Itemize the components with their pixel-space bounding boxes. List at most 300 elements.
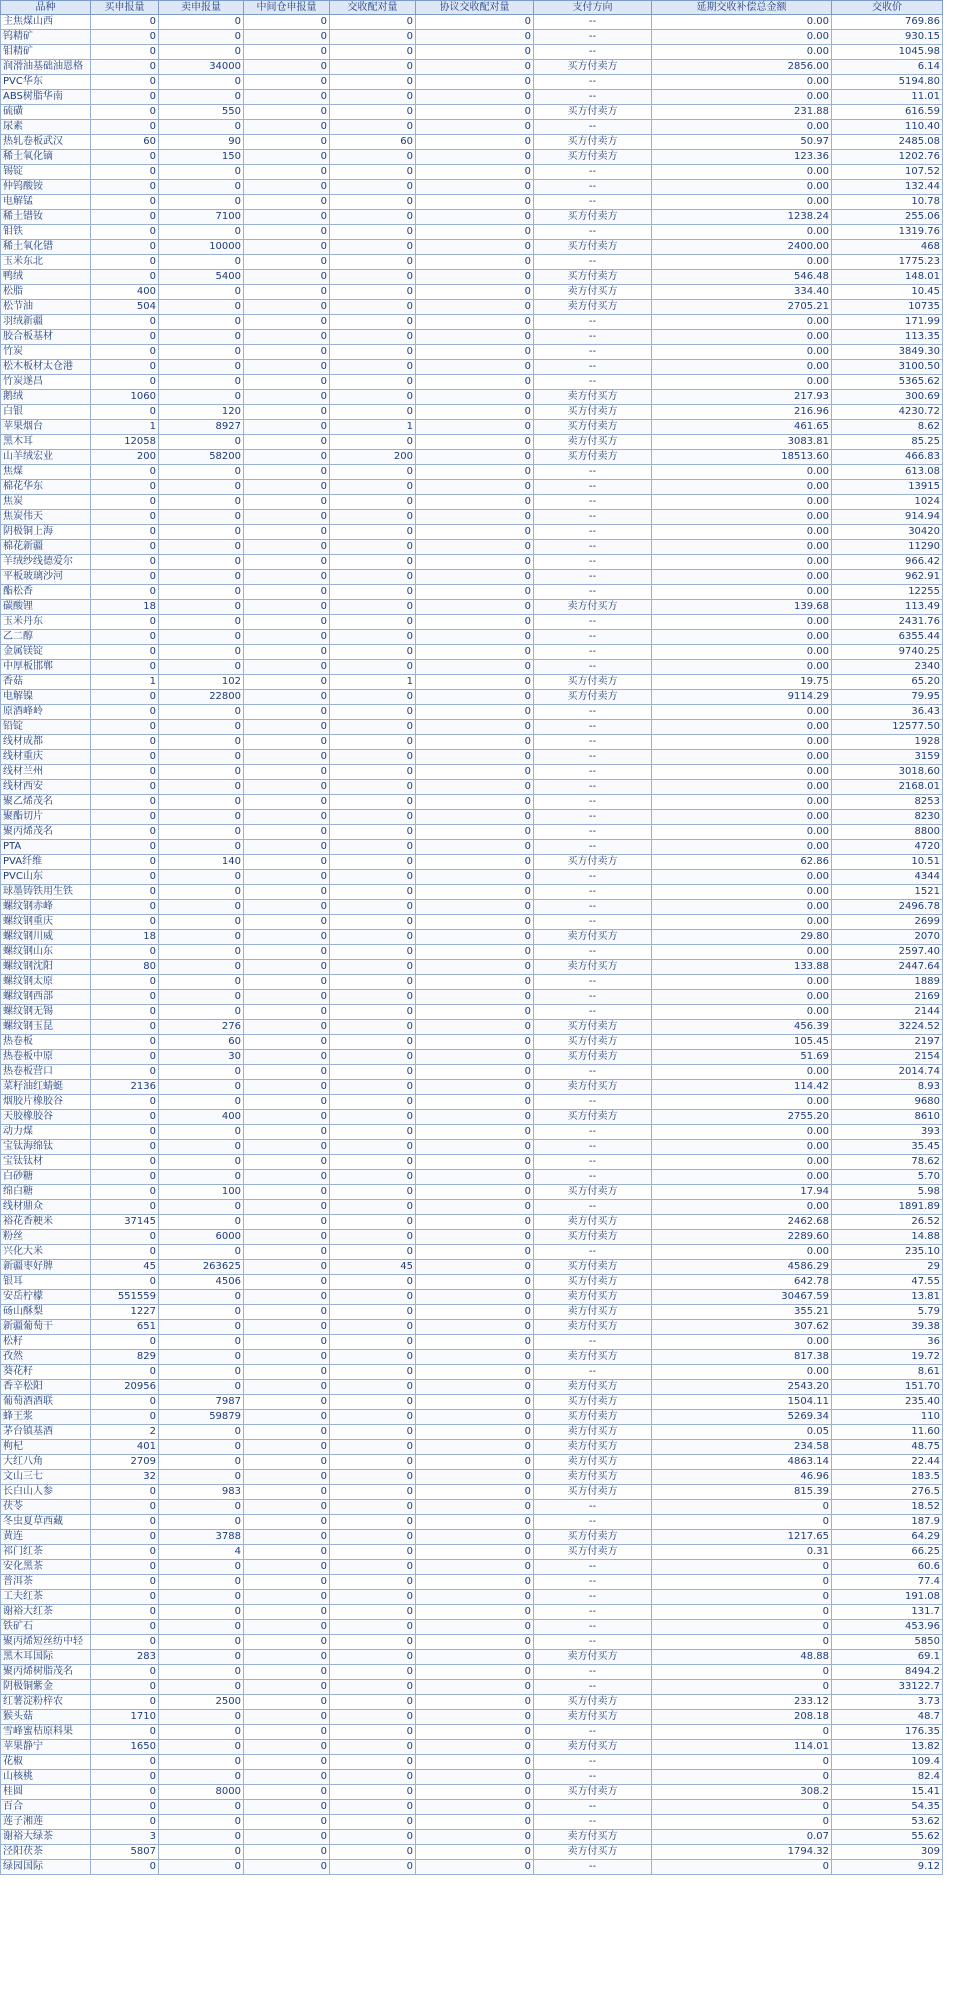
sell-declared-cell: 0	[159, 1650, 244, 1665]
settlement-price-cell: 11.01	[832, 90, 943, 105]
agreement-matched-cell: 0	[416, 1065, 534, 1080]
variety-cell: 新疆葡萄干	[1, 1320, 91, 1335]
buy-declared-cell: 0	[91, 1680, 159, 1695]
sell-declared-cell: 0	[159, 930, 244, 945]
variety-cell: 安岳柠檬	[1, 1290, 91, 1305]
deferred-compensation-cell: 308.2	[652, 1785, 832, 1800]
sell-declared-cell: 0	[159, 1335, 244, 1350]
delivery-matched-cell: 0	[330, 525, 416, 540]
middle-warehouse-cell: 0	[244, 1320, 330, 1335]
table-row	[1, 465, 943, 480]
payment-direction-cell: --	[534, 630, 652, 645]
table-row	[1, 1830, 943, 1845]
sell-declared-cell: 0	[159, 1140, 244, 1155]
delivery-matched-cell: 0	[330, 1200, 416, 1215]
agreement-matched-cell: 0	[416, 1620, 534, 1635]
settlement-price-cell: 60.6	[832, 1560, 943, 1575]
sell-declared-cell: 0	[159, 1005, 244, 1020]
settlement-price-cell: 54.35	[832, 1800, 943, 1815]
deferred-compensation-cell: 114.01	[652, 1740, 832, 1755]
middle-warehouse-cell: 0	[244, 285, 330, 300]
variety-cell: 桂圆	[1, 1785, 91, 1800]
delivery-matched-cell: 0	[330, 1560, 416, 1575]
middle-warehouse-cell: 0	[244, 420, 330, 435]
middle-warehouse-cell: 0	[244, 1500, 330, 1515]
buy-declared-cell: 0	[91, 90, 159, 105]
payment-direction-cell: --	[534, 540, 652, 555]
payment-direction-cell: --	[534, 945, 652, 960]
settlement-price-cell: 1521	[832, 885, 943, 900]
buy-declared-cell: 0	[91, 825, 159, 840]
delivery-matched-cell: 0	[330, 855, 416, 870]
table-row	[1, 900, 943, 915]
payment-direction-cell: 买方付卖方	[534, 1260, 652, 1275]
sell-declared-cell: 7100	[159, 210, 244, 225]
buy-declared-cell: 80	[91, 960, 159, 975]
deferred-compensation-cell: 0	[652, 1665, 832, 1680]
delivery-matched-cell: 0	[330, 1275, 416, 1290]
payment-direction-cell: --	[534, 15, 652, 30]
agreement-matched-cell: 0	[416, 975, 534, 990]
sell-declared-cell: 34000	[159, 60, 244, 75]
middle-warehouse-cell: 0	[244, 1230, 330, 1245]
variety-cell: 酯松香	[1, 585, 91, 600]
payment-direction-cell: --	[534, 195, 652, 210]
delivery-matched-cell: 0	[330, 1185, 416, 1200]
agreement-matched-cell: 0	[416, 1215, 534, 1230]
settlement-price-cell: 3018.60	[832, 765, 943, 780]
agreement-matched-cell: 0	[416, 240, 534, 255]
buy-declared-cell: 0	[91, 1530, 159, 1545]
agreement-matched-cell: 0	[416, 1455, 534, 1470]
buy-declared-cell: 0	[91, 1485, 159, 1500]
agreement-matched-cell: 0	[416, 1680, 534, 1695]
buy-declared-cell: 0	[91, 1095, 159, 1110]
sell-declared-cell: 4506	[159, 1275, 244, 1290]
variety-cell: 雪峰蜜桔原料果	[1, 1725, 91, 1740]
sell-declared-cell: 120	[159, 405, 244, 420]
agreement-matched-cell: 0	[416, 510, 534, 525]
payment-direction-cell: 卖方付买方	[534, 930, 652, 945]
payment-direction-cell: --	[534, 1515, 652, 1530]
buy-declared-cell: 0	[91, 585, 159, 600]
middle-warehouse-cell: 0	[244, 600, 330, 615]
table-row	[1, 480, 943, 495]
agreement-matched-cell: 0	[416, 135, 534, 150]
settlement-price-cell: 2447.64	[832, 960, 943, 975]
buy-declared-cell: 2709	[91, 1455, 159, 1470]
sell-declared-cell: 0	[159, 480, 244, 495]
table-row	[1, 1740, 943, 1755]
delivery-matched-cell: 0	[330, 750, 416, 765]
deferred-compensation-cell: 0.00	[652, 1065, 832, 1080]
agreement-matched-cell: 0	[416, 75, 534, 90]
sell-declared-cell: 150	[159, 150, 244, 165]
middle-warehouse-cell: 0	[244, 1605, 330, 1620]
table-row	[1, 585, 943, 600]
middle-warehouse-cell: 0	[244, 885, 330, 900]
buy-declared-cell: 0	[91, 270, 159, 285]
buy-declared-cell: 0	[91, 1395, 159, 1410]
settlement-price-cell: 8.61	[832, 1365, 943, 1380]
variety-cell: 莲子湘莲	[1, 1815, 91, 1830]
middle-warehouse-cell: 0	[244, 630, 330, 645]
table-row	[1, 930, 943, 945]
table-row	[1, 1845, 943, 1860]
deferred-compensation-cell: 0.00	[652, 900, 832, 915]
agreement-matched-cell: 0	[416, 1305, 534, 1320]
delivery-matched-cell: 0	[330, 225, 416, 240]
deferred-compensation-cell: 0.00	[652, 525, 832, 540]
buy-declared-header: 买申报量	[91, 1, 159, 15]
variety-cell: ABS树脂华南	[1, 90, 91, 105]
middle-warehouse-cell: 0	[244, 825, 330, 840]
payment-direction-cell: 卖方付买方	[534, 300, 652, 315]
sell-declared-cell: 0	[159, 1215, 244, 1230]
settlement-price-cell: 2496.78	[832, 900, 943, 915]
variety-cell: 线材鼎众	[1, 1200, 91, 1215]
delivery-matched-cell: 0	[330, 885, 416, 900]
sell-declared-cell: 0	[159, 1800, 244, 1815]
payment-direction-cell: --	[534, 570, 652, 585]
agreement-matched-cell: 0	[416, 180, 534, 195]
agreement-matched-cell: 0	[416, 1695, 534, 1710]
buy-declared-cell: 0	[91, 240, 159, 255]
table-row	[1, 165, 943, 180]
sell-declared-cell: 0	[159, 1620, 244, 1635]
buy-declared-cell: 0	[91, 840, 159, 855]
delivery-matched-cell: 0	[330, 1215, 416, 1230]
agreement-matched-cell: 0	[416, 360, 534, 375]
table-row	[1, 615, 943, 630]
delivery-matched-cell: 0	[330, 645, 416, 660]
variety-cell: 红薯淀粉梓农	[1, 1695, 91, 1710]
table-row	[1, 1200, 943, 1215]
settlement-price-cell: 30420	[832, 525, 943, 540]
middle-warehouse-cell: 0	[244, 300, 330, 315]
settlement-price-cell: 8.62	[832, 420, 943, 435]
buy-declared-cell: 0	[91, 45, 159, 60]
middle-warehouse-header: 中间仓申报量	[244, 1, 330, 15]
payment-direction-cell: --	[534, 915, 652, 930]
payment-direction-cell: 买方付卖方	[534, 1110, 652, 1125]
deferred-compensation-cell: 139.68	[652, 600, 832, 615]
settlement-price-cell: 183.5	[832, 1470, 943, 1485]
settlement-price-cell: 2485.08	[832, 135, 943, 150]
buy-declared-cell: 20956	[91, 1380, 159, 1395]
buy-declared-cell: 0	[91, 1245, 159, 1260]
table-row	[1, 1680, 943, 1695]
middle-warehouse-cell: 0	[244, 675, 330, 690]
variety-cell: 竹炭遂昌	[1, 375, 91, 390]
buy-declared-cell: 0	[91, 1605, 159, 1620]
sell-declared-cell: 550	[159, 105, 244, 120]
payment-direction-cell: --	[534, 375, 652, 390]
sell-declared-cell: 263625	[159, 1260, 244, 1275]
agreement-matched-cell: 0	[416, 990, 534, 1005]
buy-declared-cell: 0	[91, 1035, 159, 1050]
sell-declared-cell: 0	[159, 945, 244, 960]
settlement-price-cell: 109.4	[832, 1755, 943, 1770]
deferred-compensation-cell: 51.69	[652, 1050, 832, 1065]
payment-direction-cell: --	[534, 645, 652, 660]
deferred-compensation-cell: 0.00	[652, 945, 832, 960]
deferred-compensation-cell: 0.00	[652, 45, 832, 60]
delivery-matched-cell: 200	[330, 450, 416, 465]
table-row	[1, 750, 943, 765]
deferred-compensation-cell: 461.65	[652, 420, 832, 435]
buy-declared-cell: 0	[91, 165, 159, 180]
settlement-price-cell: 3100.50	[832, 360, 943, 375]
payment-direction-cell: --	[534, 1860, 652, 1875]
agreement-matched-cell: 0	[416, 1560, 534, 1575]
payment-direction-cell: --	[534, 510, 652, 525]
variety-cell: 茅台镇基酒	[1, 1425, 91, 1440]
agreement-matched-cell: 0	[416, 720, 534, 735]
sell-declared-cell: 0	[159, 1125, 244, 1140]
buy-declared-cell: 0	[91, 60, 159, 75]
payment-direction-cell: 买方付卖方	[534, 450, 652, 465]
agreement-matched-cell: 0	[416, 1725, 534, 1740]
variety-cell: 热卷板营口	[1, 1065, 91, 1080]
sell-declared-cell: 0	[159, 765, 244, 780]
table-row	[1, 600, 943, 615]
deferred-compensation-cell: 0.00	[652, 1335, 832, 1350]
payment-direction-cell: 卖方付买方	[534, 1305, 652, 1320]
deferred-compensation-cell: 0.00	[652, 225, 832, 240]
table-row	[1, 1095, 943, 1110]
sell-declared-cell: 0	[159, 255, 244, 270]
variety-cell: 中厚板邯郸	[1, 660, 91, 675]
payment-direction-cell: --	[534, 1200, 652, 1215]
sell-declared-cell: 100	[159, 1185, 244, 1200]
middle-warehouse-cell: 0	[244, 1410, 330, 1425]
sell-declared-cell: 0	[159, 1095, 244, 1110]
table-row	[1, 1620, 943, 1635]
payment-direction-cell: 买方付卖方	[534, 1410, 652, 1425]
payment-direction-cell: 买方付卖方	[534, 210, 652, 225]
middle-warehouse-cell: 0	[244, 930, 330, 945]
agreement-matched-cell: 0	[416, 810, 534, 825]
agreement-matched-cell: 0	[416, 1770, 534, 1785]
buy-declared-cell: 0	[91, 1860, 159, 1875]
buy-declared-cell: 5807	[91, 1845, 159, 1860]
deferred-compensation-cell: 0.00	[652, 570, 832, 585]
buy-declared-cell: 0	[91, 1620, 159, 1635]
delivery-matched-cell: 0	[330, 1050, 416, 1065]
buy-declared-cell: 0	[91, 1140, 159, 1155]
payment-direction-cell: --	[534, 45, 652, 60]
variety-cell: 稀土氧化镨	[1, 240, 91, 255]
table-row	[1, 540, 943, 555]
settlement-price-cell: 187.9	[832, 1515, 943, 1530]
middle-warehouse-cell: 0	[244, 1395, 330, 1410]
payment-direction-cell: 买方付卖方	[534, 1035, 652, 1050]
payment-direction-cell: --	[534, 705, 652, 720]
variety-cell: 聚丙烯树脂茂名	[1, 1665, 91, 1680]
delivery-matched-cell: 0	[330, 1005, 416, 1020]
deferred-compensation-cell: 0.00	[652, 465, 832, 480]
settlement-price-cell: 48.75	[832, 1440, 943, 1455]
deferred-compensation-cell: 0.00	[652, 765, 832, 780]
buy-declared-cell: 0	[91, 195, 159, 210]
buy-declared-cell: 0	[91, 1785, 159, 1800]
settlement-price-cell: 65.20	[832, 675, 943, 690]
payment-direction-cell: 买方付卖方	[534, 270, 652, 285]
agreement-matched-cell: 0	[416, 1335, 534, 1350]
sell-declared-cell: 0	[159, 570, 244, 585]
delivery-matched-cell: 0	[330, 1695, 416, 1710]
variety-cell: 电解镍	[1, 690, 91, 705]
payment-direction-cell: 卖方付买方	[534, 1290, 652, 1305]
sell-declared-cell: 0	[159, 1560, 244, 1575]
agreement-matched-cell: 0	[416, 945, 534, 960]
payment-direction-cell: --	[534, 1560, 652, 1575]
settlement-price-cell: 19.72	[832, 1350, 943, 1365]
table-row	[1, 795, 943, 810]
deferred-compensation-cell: 0.00	[652, 630, 832, 645]
variety-header: 品种	[1, 1, 91, 15]
delivery-matched-cell: 0	[330, 255, 416, 270]
deferred-compensation-cell: 0.00	[652, 735, 832, 750]
delivery-matched-cell: 0	[330, 795, 416, 810]
settlement-price-cell: 8494.2	[832, 1665, 943, 1680]
agreement-matched-cell: 0	[416, 1545, 534, 1560]
table-row	[1, 525, 943, 540]
payment-direction-cell: --	[534, 1725, 652, 1740]
sell-declared-cell: 0	[159, 1440, 244, 1455]
variety-cell: 电解锰	[1, 195, 91, 210]
sell-declared-cell: 0	[159, 15, 244, 30]
buy-declared-cell: 0	[91, 1110, 159, 1125]
agreement-matched-cell: 0	[416, 30, 534, 45]
table-row	[1, 705, 943, 720]
buy-declared-cell: 0	[91, 705, 159, 720]
payment-direction-cell: --	[534, 720, 652, 735]
agreement-matched-cell: 0	[416, 1650, 534, 1665]
buy-declared-cell: 0	[91, 855, 159, 870]
table-row	[1, 285, 943, 300]
agreement-matched-cell: 0	[416, 705, 534, 720]
payment-direction-cell: 买方付卖方	[534, 1530, 652, 1545]
sell-declared-cell: 7987	[159, 1395, 244, 1410]
agreement-matched-cell: 0	[416, 1260, 534, 1275]
settlement-price-cell: 1045.98	[832, 45, 943, 60]
agreement-matched-cell: 0	[416, 1005, 534, 1020]
buy-declared-cell: 0	[91, 330, 159, 345]
delivery-matched-cell: 0	[330, 1800, 416, 1815]
buy-declared-cell: 0	[91, 1200, 159, 1215]
delivery-matched-cell: 0	[330, 615, 416, 630]
buy-declared-cell: 0	[91, 1065, 159, 1080]
middle-warehouse-cell: 0	[244, 960, 330, 975]
delivery-matched-cell: 0	[330, 1470, 416, 1485]
settlement-price-header: 交收价	[832, 1, 943, 15]
middle-warehouse-cell: 0	[244, 210, 330, 225]
settlement-price-cell: 6.14	[832, 60, 943, 75]
table-row	[1, 1725, 943, 1740]
deferred-compensation-cell: 19.75	[652, 675, 832, 690]
sell-declared-cell: 0	[159, 1755, 244, 1770]
payment-direction-cell: --	[534, 1125, 652, 1140]
table-row	[1, 1035, 943, 1050]
settlement-price-cell: 2168.01	[832, 780, 943, 795]
delivery-matched-cell: 0	[330, 705, 416, 720]
deferred-compensation-cell: 1794.32	[652, 1845, 832, 1860]
payment-direction-cell: --	[534, 255, 652, 270]
settlement-price-cell: 64.29	[832, 1530, 943, 1545]
table-row	[1, 45, 943, 60]
agreement-matched-cell: 0	[416, 1635, 534, 1650]
agreement-matched-cell: 0	[416, 765, 534, 780]
sell-declared-cell: 0	[159, 1455, 244, 1470]
middle-warehouse-cell: 0	[244, 1125, 330, 1140]
sell-declared-cell: 0	[159, 1845, 244, 1860]
delivery-matched-cell: 0	[330, 195, 416, 210]
middle-warehouse-cell: 0	[244, 1245, 330, 1260]
delivery-matched-cell: 0	[330, 1770, 416, 1785]
agreement-matched-cell: 0	[416, 1245, 534, 1260]
table-row	[1, 1860, 943, 1875]
table-row	[1, 1065, 943, 1080]
middle-warehouse-cell: 0	[244, 375, 330, 390]
variety-cell: 天胶橡胶谷	[1, 1110, 91, 1125]
payment-direction-cell: 卖方付买方	[534, 1350, 652, 1365]
buy-declared-cell: 0	[91, 900, 159, 915]
sell-declared-cell: 0	[159, 1365, 244, 1380]
payment-direction-cell: --	[534, 1500, 652, 1515]
sell-declared-cell: 0	[159, 1500, 244, 1515]
payment-direction-cell: --	[534, 1755, 652, 1770]
payment-direction-cell: --	[534, 360, 652, 375]
variety-cell: 平板玻璃沙河	[1, 570, 91, 585]
middle-warehouse-cell: 0	[244, 1665, 330, 1680]
settlement-price-cell: 6355.44	[832, 630, 943, 645]
payment-direction-cell: --	[534, 1140, 652, 1155]
table-row	[1, 435, 943, 450]
delivery-matched-cell: 0	[330, 960, 416, 975]
buy-declared-cell: 60	[91, 135, 159, 150]
table-row	[1, 1710, 943, 1725]
deferred-compensation-cell: 0.00	[652, 255, 832, 270]
deferred-compensation-cell: 0.00	[652, 750, 832, 765]
sell-declared-cell: 0	[159, 465, 244, 480]
deferred-compensation-cell: 0.00	[652, 330, 832, 345]
settlement-price-cell: 1024	[832, 495, 943, 510]
sell-declared-cell: 0	[159, 1635, 244, 1650]
middle-warehouse-cell: 0	[244, 75, 330, 90]
delivery-matched-cell: 0	[330, 1425, 416, 1440]
middle-warehouse-cell: 0	[244, 1620, 330, 1635]
deferred-compensation-header: 延期交收补偿总金额	[652, 1, 832, 15]
payment-direction-cell: 买方付卖方	[534, 1275, 652, 1290]
sell-declared-cell: 0	[159, 750, 244, 765]
middle-warehouse-cell: 0	[244, 360, 330, 375]
settlement-price-cell: 1928	[832, 735, 943, 750]
sell-declared-cell: 0	[159, 1770, 244, 1785]
sell-declared-cell: 0	[159, 1155, 244, 1170]
variety-cell: 聚丙烯茂名	[1, 825, 91, 840]
agreement-matched-cell: 0	[416, 315, 534, 330]
deferred-compensation-cell: 0.00	[652, 915, 832, 930]
agreement-matched-cell: 0	[416, 1110, 534, 1125]
variety-cell: 铁矿石	[1, 1620, 91, 1635]
sell-declared-cell: 0	[159, 1380, 244, 1395]
delivery-matched-cell: 0	[330, 570, 416, 585]
table-row	[1, 1155, 943, 1170]
middle-warehouse-cell: 0	[244, 1020, 330, 1035]
variety-cell: 润滑油基础油恩格	[1, 60, 91, 75]
